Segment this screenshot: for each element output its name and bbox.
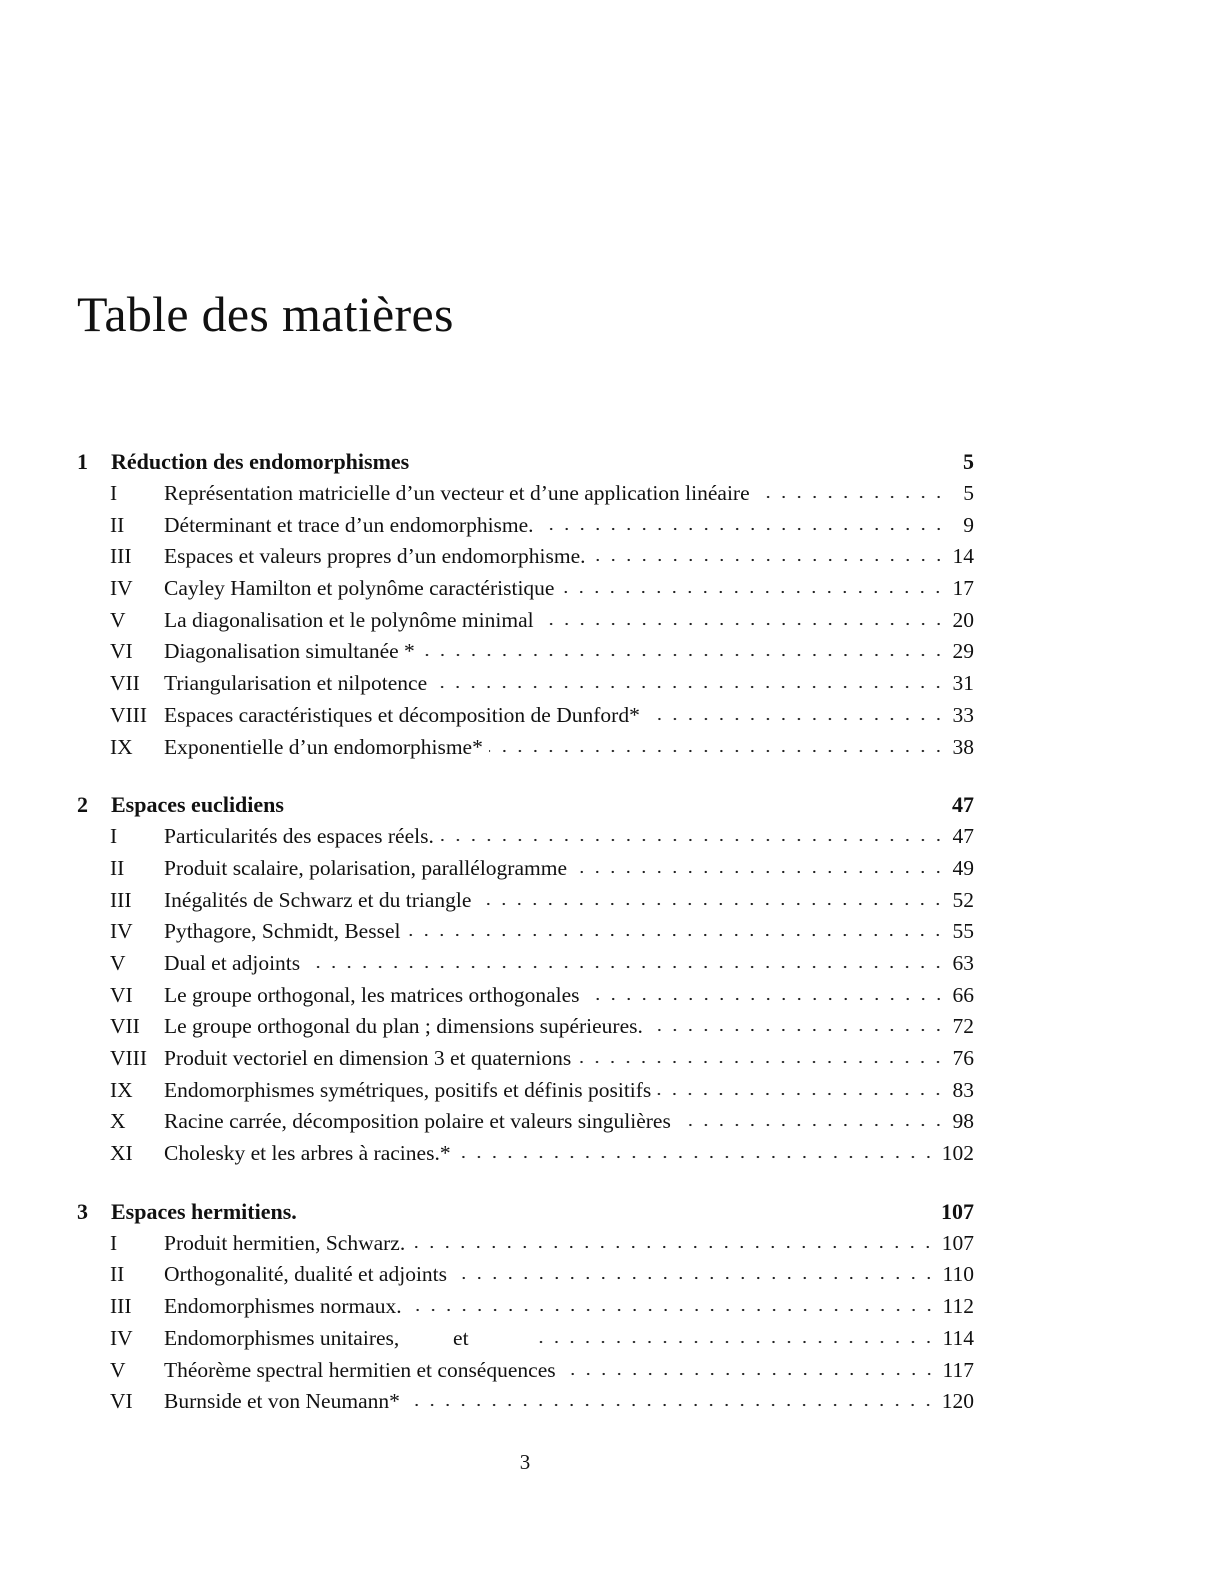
toc-entry[interactable] [77, 478, 974, 510]
section-title: Le groupe orthogonal du plan ; dimensions supérieures. [164, 1014, 643, 1039]
section-page: 49 [952, 855, 974, 880]
dot-leader [573, 869, 946, 875]
toc-entry[interactable] [77, 541, 974, 573]
section-number: IX [110, 1077, 133, 1102]
toc-entry[interactable] [77, 1323, 974, 1355]
section-title: Dual et adjoints [164, 950, 301, 975]
section-page: 9 [963, 512, 974, 537]
page-title: Table des matières [77, 286, 454, 342]
section-number: V [110, 607, 126, 632]
section-number: III [110, 887, 132, 912]
section-title: Burnside et von Neumann* [164, 1389, 400, 1414]
section-page: 76 [952, 1046, 974, 1070]
section-number: VI [110, 1389, 133, 1414]
dot-leader [756, 494, 946, 500]
dot-leader [540, 526, 946, 532]
section-title: Produit scalaire, polarisation, parallélogramme [164, 855, 567, 880]
chapter-number: 3 [77, 1198, 88, 1224]
section-number: III [110, 1294, 132, 1319]
section-title: Cayley Hamilton et polynôme caractéristique [164, 576, 555, 601]
section-page: 29 [952, 639, 974, 664]
toc-chapter [77, 446, 974, 763]
section-title: Racine carrée, décomposition polaire et valeurs singulières [164, 1109, 671, 1134]
section-page: 66 [952, 982, 974, 1007]
section-title: Endomorphismes normaux. [164, 1294, 402, 1319]
chapter-title: Espaces hermitiens. [111, 1198, 297, 1224]
chapter-number: 2 [77, 792, 88, 818]
toc-entry[interactable] [77, 916, 974, 948]
section-page: 117 [942, 1357, 974, 1382]
toc-entry[interactable] [77, 885, 974, 917]
section-title: Représentation matricielle d’un vecteur et d’une application linéaire [164, 481, 750, 505]
page-number: 3 [519, 1450, 531, 1474]
section-page: 102 [941, 1141, 974, 1166]
section-number: X [110, 1109, 126, 1134]
section-number: IX [110, 734, 133, 759]
section-page: 5 [963, 481, 974, 505]
toc-entry[interactable] [77, 510, 974, 542]
dot-leader [677, 1122, 946, 1128]
section-number: III [110, 544, 132, 569]
toc-entry[interactable] [77, 573, 974, 605]
section-title: Endomorphismes symétriques, positifs et définis positifs [164, 1077, 652, 1102]
section-number: IV [110, 919, 133, 944]
section-page: 14 [952, 544, 974, 569]
section-title: Endomorphismes unitaires, et [164, 1325, 523, 1350]
toc-entry[interactable] [77, 821, 974, 853]
section-title: Particularités des espaces réels. [164, 824, 434, 849]
section-title: Orthogonalité, dualité et adjoints [164, 1262, 448, 1287]
section-number: VI [110, 982, 133, 1007]
section-number: II [110, 1262, 125, 1287]
section-page: 31 [952, 671, 974, 696]
toc-chapter [77, 789, 974, 1170]
dot-leader [489, 748, 946, 754]
section-page: 47 [952, 824, 974, 849]
section-number: VI [110, 639, 133, 664]
dot-leader [306, 964, 946, 970]
dot-leader [440, 837, 946, 843]
chapter-number: 1 [77, 449, 88, 474]
section-title: Triangularisation et nilpotence [164, 671, 428, 696]
section-number: I [110, 1230, 118, 1255]
dot-leader [592, 557, 946, 563]
section-page: 52 [952, 887, 974, 912]
dot-leader [477, 901, 946, 907]
section-title: Pythagore, Schmidt, Bessel [164, 919, 401, 944]
section-number: VII [110, 671, 140, 696]
toc-entry[interactable] [77, 1138, 974, 1170]
section-number: IV [110, 576, 133, 601]
section-number: VIII [110, 702, 148, 727]
chapter-page: 5 [963, 449, 974, 474]
section-page: 114 [942, 1325, 974, 1350]
chapter-heading[interactable] [77, 1196, 974, 1228]
chapter-page: 47 [952, 792, 974, 818]
section-page: 20 [952, 607, 974, 632]
section-number: II [110, 512, 125, 537]
table-of-contents [77, 446, 974, 1444]
dot-leader [528, 1339, 936, 1345]
dot-leader [421, 652, 946, 658]
chapter-title: Réduction des endomorphismes [111, 449, 410, 474]
dot-leader [657, 1091, 946, 1097]
section-title: Le groupe orthogonal, les matrices orthogonales [164, 982, 580, 1007]
dot-leader [457, 1154, 936, 1160]
dot-leader [406, 932, 946, 938]
dot-leader [646, 716, 946, 722]
section-number: XI [110, 1141, 133, 1166]
chapter-heading[interactable] [77, 789, 974, 821]
section-number: IV [110, 1325, 133, 1350]
toc-entry[interactable] [77, 668, 974, 700]
section-number: II [110, 855, 125, 880]
toc-entry[interactable] [77, 1355, 974, 1387]
section-page: 83 [952, 1077, 974, 1102]
section-number: VIII [110, 1046, 148, 1070]
section-title: Inégalités de Schwarz et du triangle [164, 887, 472, 912]
toc-entry[interactable] [77, 700, 974, 732]
toc-entry[interactable] [77, 1075, 974, 1107]
dot-leader [408, 1307, 937, 1313]
dot-leader [406, 1402, 936, 1408]
section-page: 63 [952, 950, 974, 975]
section-title: La diagonalisation et le polynôme minimal [164, 607, 534, 632]
toc-entry[interactable] [77, 605, 974, 637]
dot-leader [540, 621, 946, 627]
section-number: V [110, 950, 126, 975]
dot-leader [433, 684, 946, 690]
toc-entry[interactable] [77, 853, 974, 885]
toc-entry[interactable] [77, 1291, 974, 1323]
section-number: V [110, 1357, 126, 1382]
toc-entry[interactable] [77, 636, 974, 668]
chapter-heading[interactable] [77, 446, 974, 478]
toc-entry[interactable] [77, 980, 974, 1012]
section-number: VII [110, 1014, 140, 1039]
dot-leader [586, 996, 946, 1002]
section-number: I [110, 824, 118, 849]
section-page: 120 [941, 1389, 974, 1414]
section-title: Déterminant et trace d’un endomorphisme. [164, 512, 534, 537]
toc-entry[interactable] [77, 732, 974, 764]
dot-leader [562, 1371, 937, 1377]
section-title: Diagonalisation simultanée * [164, 639, 415, 664]
section-number: I [110, 481, 118, 505]
section-page: 33 [952, 702, 974, 727]
toc-entry[interactable] [77, 1228, 974, 1260]
section-page: 55 [952, 919, 974, 944]
section-title: Théorème spectral hermitien et conséquences [164, 1357, 556, 1382]
section-page: 17 [952, 576, 974, 601]
section-title: Produit hermitien, Schwarz. [164, 1230, 406, 1255]
chapter-page: 107 [941, 1198, 974, 1224]
section-page: 112 [942, 1294, 974, 1319]
toc-entry[interactable] [77, 1043, 974, 1075]
section-title: Produit vectoriel en dimension 3 et quaternions [164, 1046, 572, 1070]
section-title: Cholesky et les arbres à racines.* [164, 1141, 451, 1166]
section-page: 38 [952, 734, 974, 759]
section-page: 107 [941, 1230, 974, 1255]
dot-leader [411, 1244, 936, 1250]
section-title: Espaces caractéristiques et décomposition de Dunford* [164, 702, 640, 727]
dot-leader [649, 1027, 946, 1033]
dot-leader [560, 589, 946, 595]
section-page: 110 [942, 1262, 974, 1287]
section-title: Exponentielle d’un endomorphisme* [164, 734, 483, 759]
toc-entry[interactable] [77, 1106, 974, 1138]
toc-entry[interactable] [77, 948, 974, 980]
chapter-title: Espaces euclidiens [111, 792, 284, 818]
toc-entry[interactable] [77, 1259, 974, 1291]
dot-leader [577, 1059, 946, 1065]
toc-entry[interactable] [77, 1386, 974, 1418]
toc-chapter [77, 1196, 974, 1418]
section-page: 98 [952, 1109, 974, 1134]
section-page: 72 [952, 1014, 974, 1039]
toc-entry[interactable] [77, 1011, 974, 1043]
dot-leader [453, 1275, 937, 1281]
section-title: Espaces et valeurs propres d’un endomorphisme. [164, 544, 586, 569]
